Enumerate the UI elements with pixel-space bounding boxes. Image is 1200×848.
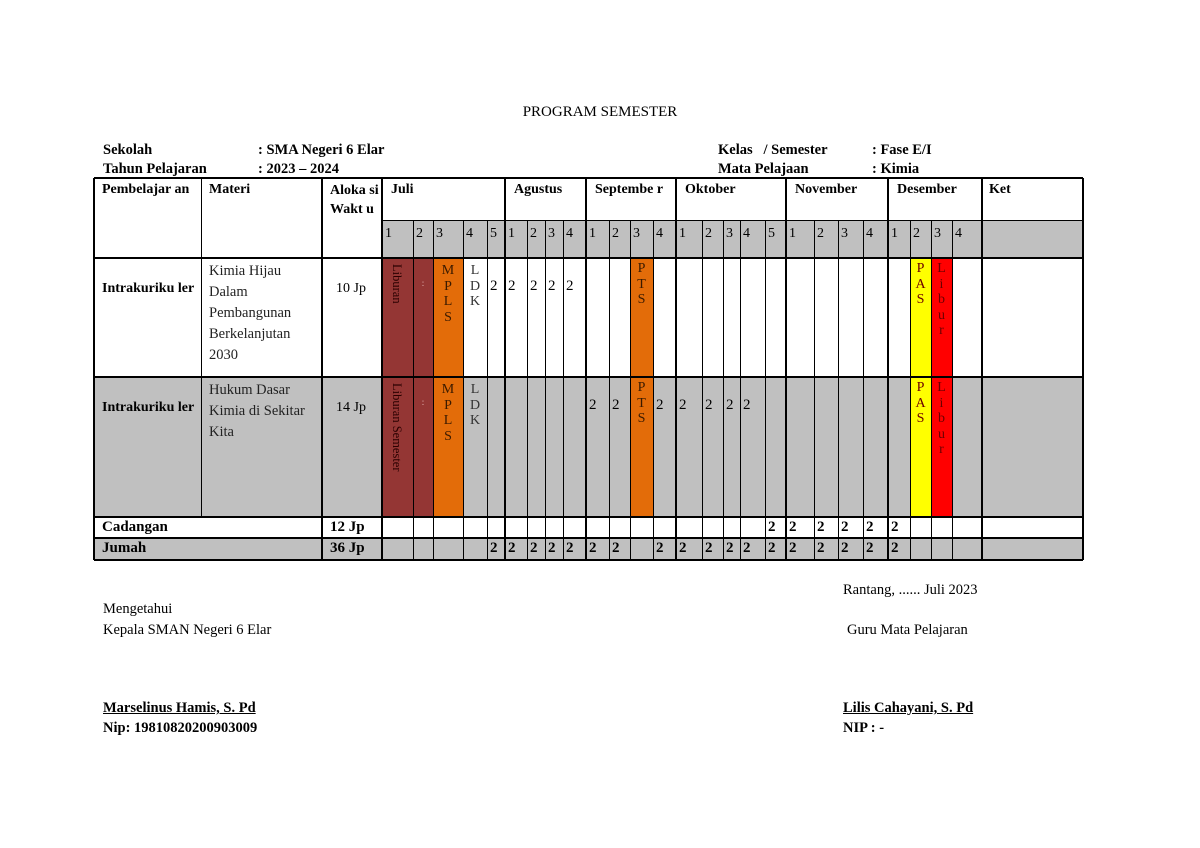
cadangan-alokasi: 12 Jp bbox=[330, 519, 365, 535]
grid-vline bbox=[765, 220, 766, 560]
row-materi: Hukum Dasar Kimia di Sekitar Kita bbox=[209, 382, 305, 440]
page-title: PROGRAM SEMESTER bbox=[522, 104, 678, 120]
pas-mark: P A S bbox=[915, 261, 926, 307]
jumlah-value: 2 bbox=[817, 540, 825, 556]
week-label: 1 bbox=[385, 226, 392, 241]
week-label: 3 bbox=[841, 226, 848, 241]
week-label: 4 bbox=[955, 226, 962, 241]
jumlah-value: 2 bbox=[841, 540, 849, 556]
row-value: 2 bbox=[548, 278, 556, 294]
mengetahui-text: Mengetahui bbox=[103, 601, 173, 617]
grid-vline bbox=[381, 178, 383, 560]
month-6: Desember bbox=[897, 182, 957, 197]
grid-hline bbox=[94, 177, 1083, 179]
row-value: 2 bbox=[656, 397, 664, 413]
place-date: Rantang, ...... Juli 2023 bbox=[843, 582, 978, 598]
sekolah-label: Sekolah bbox=[103, 142, 153, 158]
jumlah-value: 2 bbox=[679, 540, 687, 556]
jumlah-value: 2 bbox=[866, 540, 874, 556]
week-label: 1 bbox=[508, 226, 515, 241]
ldk-mark: L D K bbox=[469, 382, 481, 428]
grid-vline bbox=[527, 220, 528, 560]
grid-vline bbox=[740, 220, 741, 560]
kepala-title: Kepala SMAN Negeri 6 Elar bbox=[103, 622, 272, 638]
grid-vline bbox=[1082, 178, 1084, 560]
jumlah-value: 2 bbox=[656, 540, 664, 556]
row-alokasi: 14 Jp bbox=[336, 400, 366, 415]
week-label: 1 bbox=[891, 226, 898, 241]
ldk-mark: L D K bbox=[469, 263, 481, 309]
jumlah-value: 2 bbox=[789, 540, 797, 556]
grid-vline bbox=[413, 220, 414, 560]
jumlah-value: 2 bbox=[589, 540, 597, 556]
tahun-label: Tahun Pelajaran bbox=[103, 161, 207, 177]
mpls-mark: M P L S bbox=[441, 263, 455, 325]
cadangan-value: 2 bbox=[817, 519, 825, 535]
tahun-value: : 2023 – 2024 bbox=[258, 161, 339, 177]
guru-nip: NIP : - bbox=[843, 720, 885, 736]
row-value: 2 bbox=[530, 278, 538, 294]
grid-vline bbox=[863, 220, 864, 560]
week-label: 3 bbox=[633, 226, 640, 241]
week-label: 2 bbox=[612, 226, 619, 241]
libur-mark: L i b u r bbox=[937, 380, 946, 457]
grid-hline bbox=[94, 516, 1083, 518]
pas-mark: P A S bbox=[915, 380, 926, 426]
mpls-mark: M P L S bbox=[441, 382, 455, 444]
week-label: 4 bbox=[466, 226, 473, 241]
libur-mark: L i b u r bbox=[937, 261, 946, 338]
row-value: 2 bbox=[705, 397, 713, 413]
grid-vline bbox=[838, 220, 839, 560]
liburan-text: Liburan bbox=[390, 264, 404, 304]
row-materi: Kimia Hijau Dalam Pembangunan Berkelanjutan 2030 bbox=[209, 263, 292, 363]
row-pembelajaran: Intrakuriku ler bbox=[102, 400, 195, 415]
pts-mark: P T S bbox=[637, 261, 646, 307]
grid-hline bbox=[94, 257, 1083, 259]
jumlah-value: 2 bbox=[891, 540, 899, 556]
row-alokasi: 10 Jp bbox=[336, 281, 366, 296]
row-value: 2 bbox=[566, 278, 574, 294]
jumlah-value: 2 bbox=[743, 540, 751, 556]
month-1: Juli bbox=[391, 182, 414, 197]
week-label: 3 bbox=[436, 226, 443, 241]
cadangan-value: 2 bbox=[891, 519, 899, 535]
liburan-column-2 bbox=[413, 258, 433, 517]
month-3: Septembe r bbox=[595, 182, 664, 197]
jumlah-label: Jumah bbox=[102, 540, 147, 556]
jumlah-value: 2 bbox=[726, 540, 734, 556]
grid-vline bbox=[702, 220, 703, 560]
cadangan-value: 2 bbox=[789, 519, 797, 535]
cadangan-label: Cadangan bbox=[102, 519, 168, 535]
week-label: 2 bbox=[416, 226, 423, 241]
jumlah-alokasi: 36 Jp bbox=[330, 540, 365, 556]
dot-mark: : bbox=[421, 397, 425, 407]
row-value: 2 bbox=[490, 278, 498, 294]
grid-vline bbox=[201, 178, 202, 517]
week-label: 1 bbox=[679, 226, 686, 241]
week-label: 5 bbox=[768, 226, 775, 241]
month-5: November bbox=[795, 182, 858, 197]
row-value: 2 bbox=[612, 397, 620, 413]
week-label: 3 bbox=[548, 226, 555, 241]
week-label: 1 bbox=[589, 226, 596, 241]
jumlah-value: 2 bbox=[768, 540, 776, 556]
header-materi: Materi bbox=[209, 182, 251, 197]
week-label: 2 bbox=[705, 226, 712, 241]
jumlah-value: 2 bbox=[705, 540, 713, 556]
week-label: 2 bbox=[530, 226, 537, 241]
month-4: Oktober bbox=[685, 182, 736, 197]
pts-mark: P T S bbox=[637, 380, 646, 426]
grid-hline bbox=[94, 376, 1083, 378]
grid-vline bbox=[545, 220, 546, 560]
row-pembelajaran: Intrakuriku ler bbox=[102, 281, 195, 296]
grid-hline bbox=[94, 537, 1083, 539]
week-label: 3 bbox=[934, 226, 941, 241]
week-label: 2 bbox=[913, 226, 920, 241]
week-label: 4 bbox=[743, 226, 750, 241]
guru-name: Lilis Cahayani, S. Pd bbox=[843, 700, 974, 716]
week-label: 4 bbox=[866, 226, 873, 241]
week-label: 5 bbox=[490, 226, 497, 241]
kepala-nip: Nip: 19810820200903009 bbox=[103, 720, 258, 736]
mapel-label: Mata Pelajaan bbox=[718, 161, 809, 177]
week-label: 4 bbox=[656, 226, 663, 241]
week-label: 3 bbox=[726, 226, 733, 241]
row-value: 2 bbox=[679, 397, 687, 413]
grid-vline bbox=[723, 220, 724, 560]
grid-vline bbox=[93, 178, 95, 560]
jumlah-value: 2 bbox=[566, 540, 574, 556]
grid-hline bbox=[94, 559, 1083, 561]
kelas-value: : Fase E/I bbox=[872, 142, 932, 158]
grid-vline bbox=[609, 220, 610, 560]
jumlah-value: 2 bbox=[612, 540, 620, 556]
header-ket: Ket bbox=[989, 182, 1011, 197]
jumlah-value: 2 bbox=[508, 540, 516, 556]
week-label: 1 bbox=[789, 226, 796, 241]
header-alokasi: Aloka si Wakt u bbox=[330, 183, 379, 217]
week-label: 4 bbox=[566, 226, 573, 241]
cadangan-value: 2 bbox=[768, 519, 776, 535]
guru-title: Guru Mata Pelajaran bbox=[847, 622, 968, 638]
jumlah-value: 2 bbox=[490, 540, 498, 556]
grid-vline bbox=[563, 220, 564, 560]
week-label: 2 bbox=[817, 226, 824, 241]
mapel-value: : Kimia bbox=[872, 161, 920, 177]
cadangan-value: 2 bbox=[841, 519, 849, 535]
header-pembelajaran: Pembelajar an bbox=[102, 182, 190, 197]
row-value: 2 bbox=[726, 397, 734, 413]
sekolah-value: : SMA Negeri 6 Elar bbox=[258, 142, 385, 158]
row-value: 2 bbox=[743, 397, 751, 413]
grid-vline bbox=[321, 178, 323, 560]
jumlah-value: 2 bbox=[548, 540, 556, 556]
kelas-label: Kelas / Semester bbox=[718, 142, 828, 158]
kepala-name: Marselinus Hamis, S. Pd bbox=[103, 700, 256, 716]
grid-vline bbox=[814, 220, 815, 560]
month-2: Agustus bbox=[514, 182, 563, 197]
dot-mark: : bbox=[421, 278, 425, 288]
row-value: 2 bbox=[589, 397, 597, 413]
liburan-text: Liburan Semester bbox=[390, 383, 404, 472]
jumlah-value: 2 bbox=[530, 540, 538, 556]
row-value: 2 bbox=[508, 278, 516, 294]
cadangan-value: 2 bbox=[866, 519, 874, 535]
